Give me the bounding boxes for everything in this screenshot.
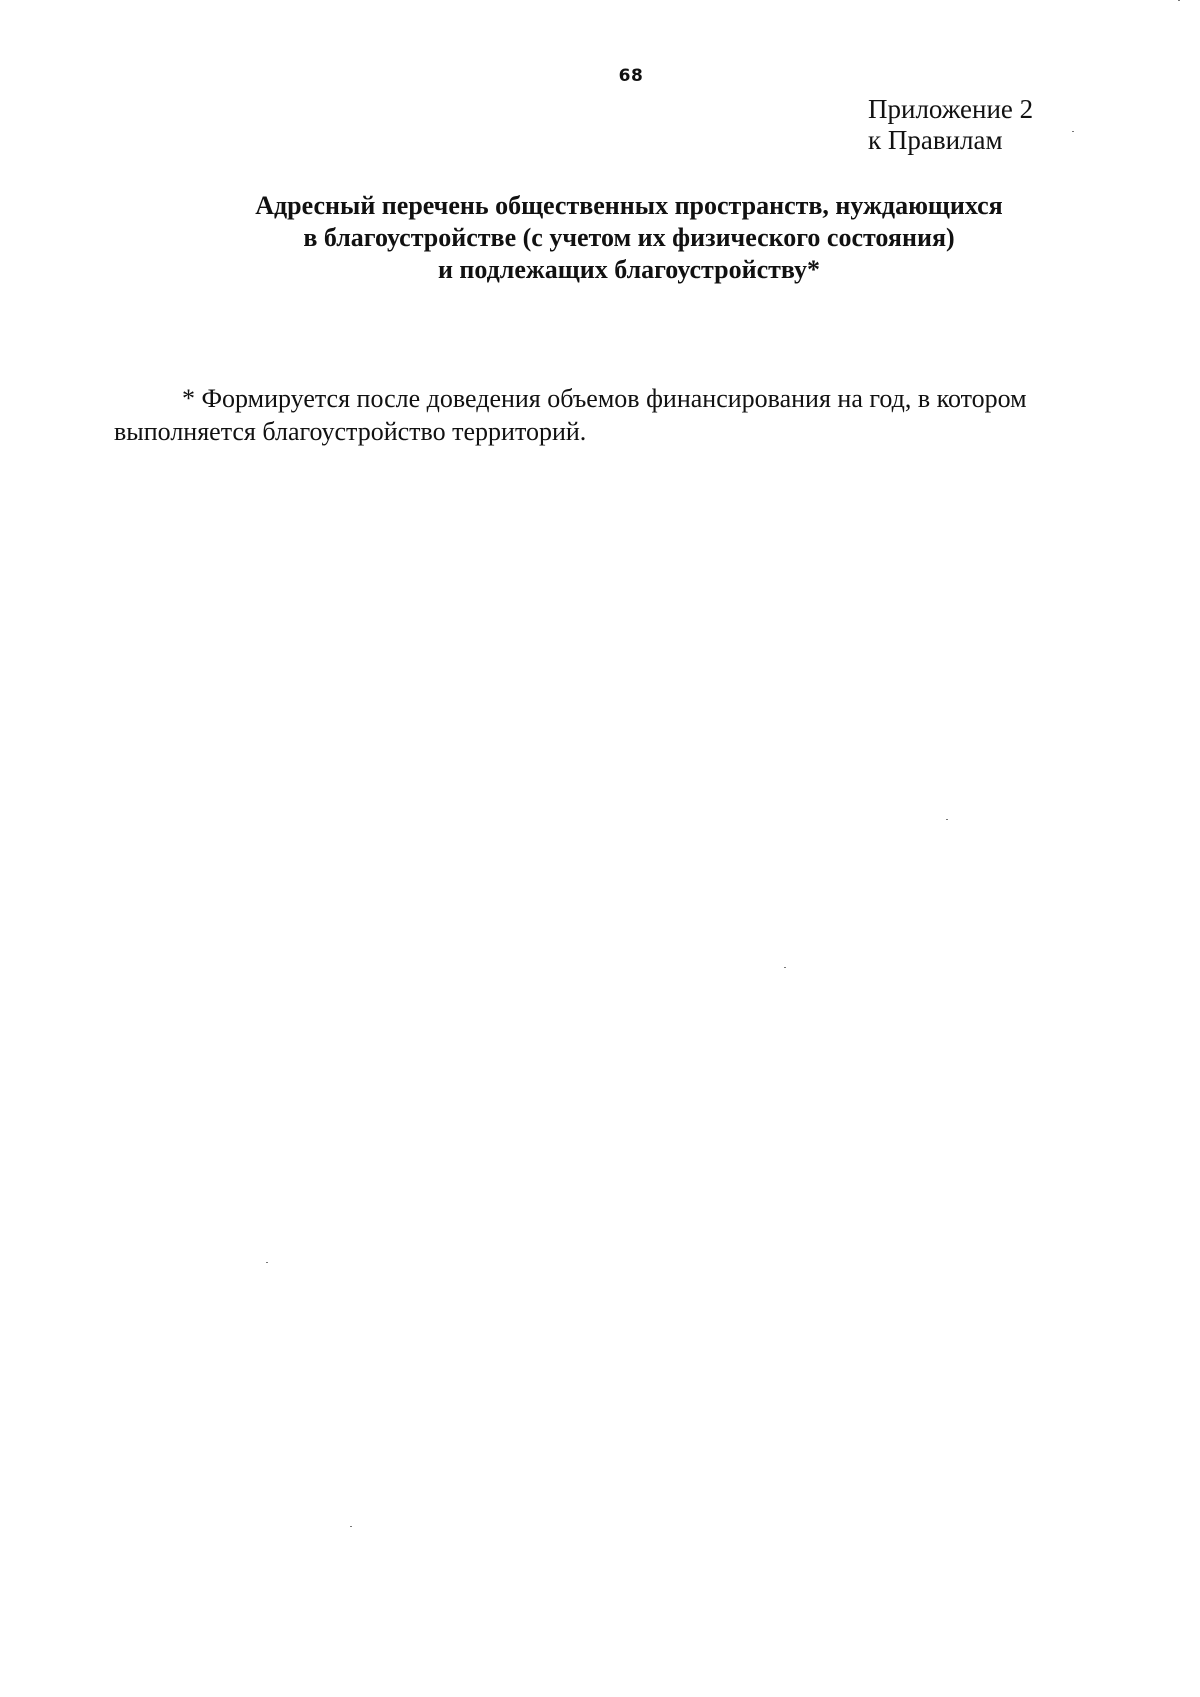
scan-speck: [350, 1526, 352, 1527]
scan-speck: [266, 1262, 268, 1263]
appendix-reference: [868, 94, 1033, 156]
scan-speck: [1072, 131, 1074, 132]
scan-speck: [784, 967, 786, 968]
footnote-line-1: * Формируется после доведения объемов финансирования на год, в котором: [182, 384, 1027, 413]
title-line-2: в благоустройстве (с учетом их физического состояния): [303, 223, 955, 252]
appendix-number: Приложение 2: [868, 94, 1034, 124]
appendix-rules-ref: к Правилам: [868, 125, 1003, 155]
title-line-1: Адресный перечень общественных пространств, нуждающихся: [255, 191, 1003, 220]
title-line-3: и подлежащих благоустройству*: [437, 255, 821, 284]
page-number: 68: [618, 66, 644, 86]
scan-speck: [1178, 0, 1180, 1]
footnote-line-2: выполняется благоустройство территорий.: [114, 417, 587, 446]
scan-speck: [946, 819, 948, 820]
document-title: [150, 190, 1108, 286]
footnote: [114, 382, 1114, 448]
